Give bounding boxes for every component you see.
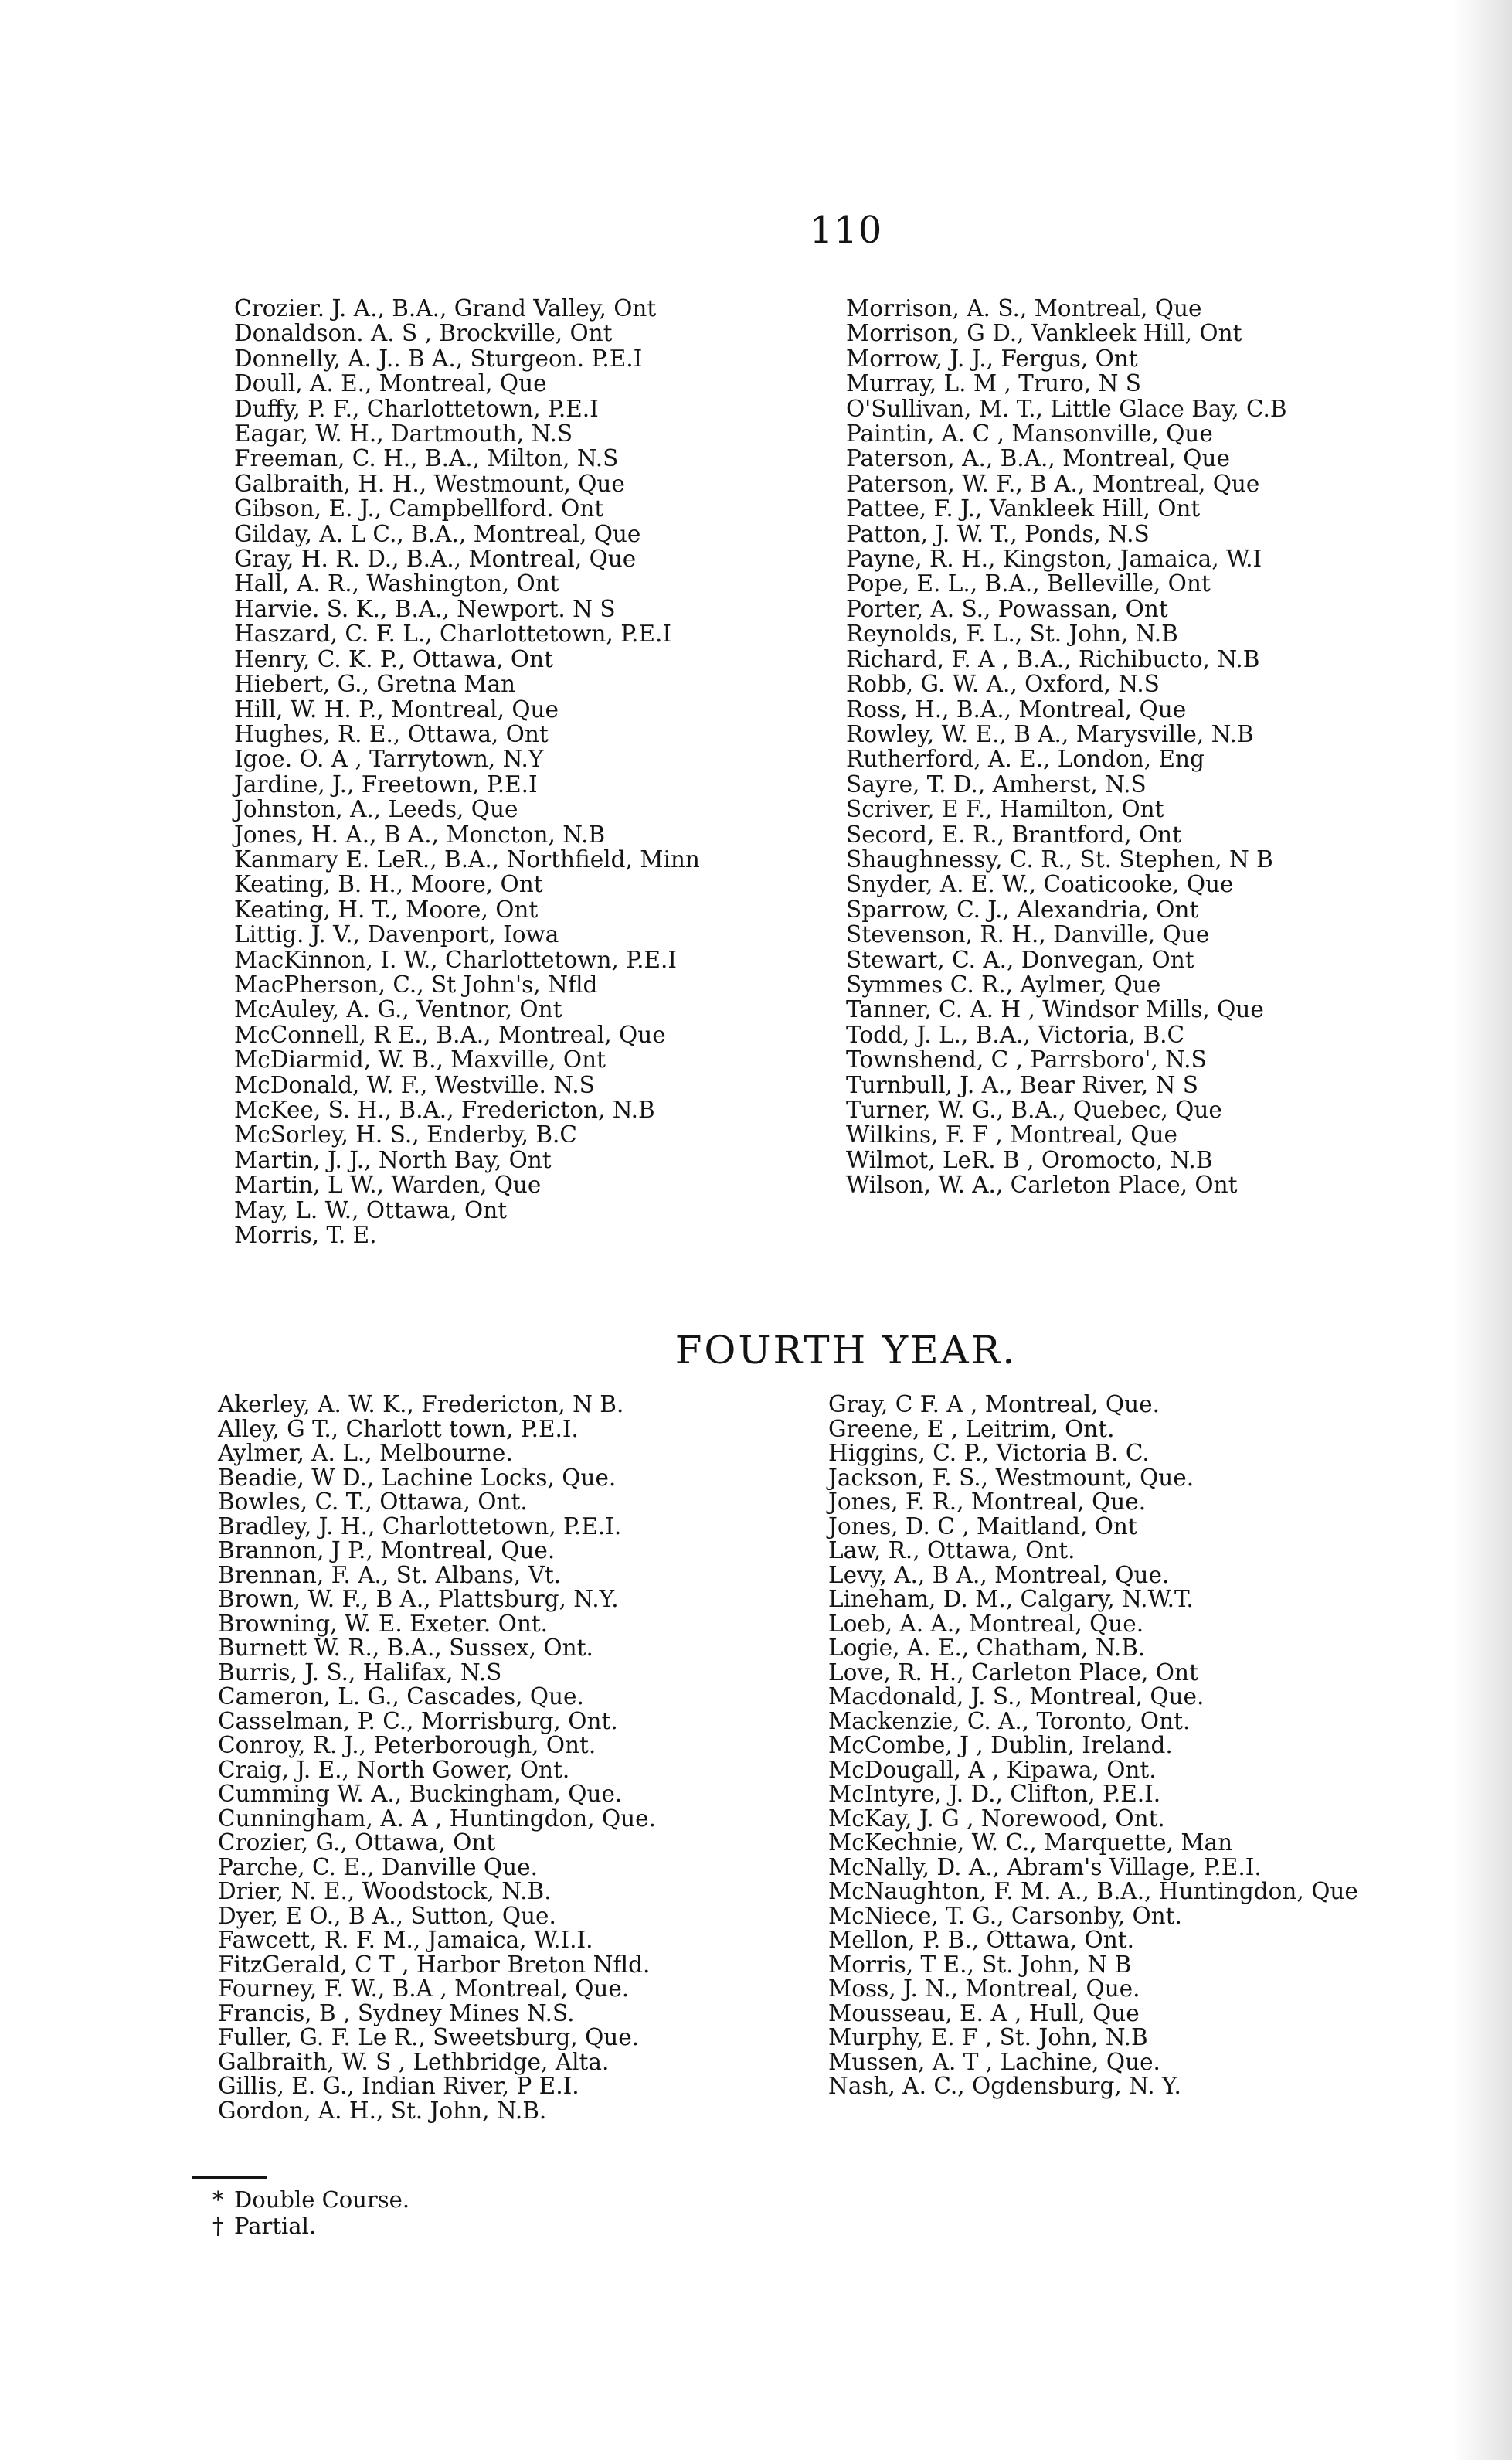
list-entry: Martin, J. J., North Bay, Ont xyxy=(234,1146,552,1173)
list-entry: Eagar, W. H., Dartmouth, N.S xyxy=(234,420,573,447)
list-entry: Gilday, A. L C., B.A., Montreal, Que xyxy=(234,520,641,547)
list-entry: McNaughton, F. M. A., B.A., Huntingdon, Que xyxy=(828,1878,1358,1904)
list-entry: Aylmer, A. L., Melbourne. xyxy=(218,1440,513,1466)
list-entry: Conroy, R. J., Peterborough, Ont. xyxy=(218,1732,596,1758)
list-entry: Jardine, J., Freetown, P.E.I xyxy=(234,771,538,798)
list-entry: McDonald, W. F., Westville. N.S xyxy=(234,1071,595,1098)
list-entry: Patton, J. W. T., Ponds, N.S xyxy=(846,520,1150,547)
list-entry: Brennan, F. A., St. Albans, Vt. xyxy=(218,1561,562,1588)
list-entry: Moss, J. N., Montreal, Que. xyxy=(828,1975,1140,2002)
list-entry: Cumming W. A., Buckingham, Que. xyxy=(218,1781,623,1807)
list-entry: Townshend, C , Parrsboro', N.S xyxy=(846,1046,1207,1073)
list-entry: McNiece, T. G., Carsonby, Ont. xyxy=(828,1902,1182,1929)
list-entry: Hughes, R. E., Ottawa, Ont xyxy=(234,720,549,747)
list-entry: Scriver, E F., Hamilton, Ont xyxy=(846,796,1164,823)
list-entry: Lineham, D. M., Calgary, N.W.T. xyxy=(828,1586,1194,1612)
list-entry: Dyer, E O., B A., Sutton, Que. xyxy=(218,1902,556,1929)
list-entry: Bradley, J. H., Charlottetown, P.E.I. xyxy=(218,1512,622,1540)
list-entry: Jackson, F. S., Westmount, Que. xyxy=(828,1464,1194,1491)
list-entry: McAuley, A. G., Ventnor, Ont xyxy=(234,996,562,1023)
list-entry: Mousseau, E. A , Hull, Que xyxy=(828,1999,1140,2026)
list-entry: Gray, C F. A , Montreal, Que. xyxy=(828,1391,1160,1417)
footnote-rule xyxy=(192,2176,267,2179)
list-entry: Wilmot, LeR. B , Oromocto, N.B xyxy=(846,1146,1213,1173)
list-entry: McCombe, J , Dublin, Ireland. xyxy=(828,1732,1173,1758)
page-edge-shadow xyxy=(1452,0,1512,2460)
list-entry: Shaughnessy, C. R., St. Stephen, N B xyxy=(846,846,1273,873)
list-entry: Casselman, P. C., Morrisburg, Ont. xyxy=(218,1707,618,1734)
list-entry: Keating, H. T., Moore, Ont xyxy=(234,896,539,923)
list-entry: Rutherford, A. E., London, Eng xyxy=(846,746,1205,773)
list-entry: Kanmary E. LeR., B.A., Northfield, Minn xyxy=(234,846,700,873)
list-entry: Beadie, W D., Lachine Locks, Que. xyxy=(218,1464,617,1491)
list-entry: Jones, F. R., Montreal, Que. xyxy=(828,1489,1147,1515)
list-entry: Logie, A. E., Chatham, N.B. xyxy=(828,1635,1146,1661)
footnote-mark: * xyxy=(212,2186,224,2213)
list-entry: Donaldson. A. S , Brockville, Ont xyxy=(234,320,613,347)
list-entry: Alley, G T., Charlott town, P.E.I. xyxy=(218,1415,579,1442)
list-entry: Porter, A. S., Powassan, Ont xyxy=(846,595,1168,622)
list-entry: Sayre, T. D., Amherst, N.S xyxy=(846,771,1147,798)
list-entry: Paterson, W. F., B A., Montreal, Que xyxy=(846,470,1260,497)
list-entry: Galbraith, H. H., Westmount, Que xyxy=(234,470,625,497)
list-entry: Loeb, A. A., Montreal, Que. xyxy=(828,1610,1144,1637)
list-entry: Murphy, E. F , St. John, N.B xyxy=(828,2024,1148,2050)
list-entry: Doull, A. E., Montreal, Que xyxy=(234,370,547,397)
list-entry: Browning, W. E. Exeter. Ont. xyxy=(218,1610,549,1637)
list-entry: Mussen, A. T , Lachine, Que. xyxy=(828,2048,1160,2075)
list-entry: Morrison, G D., Vankleek Hill, Ont xyxy=(846,320,1242,347)
fourth-year-left-column xyxy=(218,1393,656,2123)
list-entry: Parche, C. E., Danville Que. xyxy=(218,1853,538,1880)
list-entry: Tanner, C. A. H , Windsor Mills, Que xyxy=(846,996,1264,1023)
list-entry: Bowles, C. T., Ottawa, Ont. xyxy=(218,1489,528,1515)
list-entry: May, L. W., Ottawa, Ont xyxy=(234,1196,508,1223)
list-entry: Fourney, F. W., B.A , Montreal, Que. xyxy=(218,1975,630,2002)
list-entry: MacKinnon, I. W., Charlottetown, P.E.I xyxy=(234,946,678,973)
list-entry: Drier, N. E., Woodstock, N.B. xyxy=(218,1878,552,1904)
footnote-text: Double Course. xyxy=(234,2186,410,2213)
list-entry: Haszard, C. F. L., Charlottetown, P.E.I xyxy=(234,621,672,648)
list-entry: Johnston, A., Leeds, Que xyxy=(234,796,518,823)
list-entry: Stevenson, R. H., Danville, Que xyxy=(846,921,1210,948)
list-entry: Hill, W. H. P., Montreal, Que xyxy=(234,696,559,723)
upper-left-column xyxy=(234,296,700,1247)
list-entry: Cameron, L. G., Cascades, Que. xyxy=(218,1683,584,1710)
footnote-text: Partial. xyxy=(234,2213,317,2239)
list-entry: Henry, C. K. P., Ottawa, Ont xyxy=(234,645,553,672)
list-entry: Ross, H., B.A., Montreal, Que xyxy=(846,696,1187,723)
list-entry: Snyder, A. E. W., Coaticooke, Que xyxy=(846,871,1234,898)
list-entry: Gibson, E. J., Campbellford. Ont xyxy=(234,495,604,522)
list-entry: McKee, S. H., B.A., Fredericton, N.B xyxy=(234,1097,655,1123)
list-entry: Macdonald, J. S., Montreal, Que. xyxy=(828,1683,1205,1710)
list-entry: Turnbull, J. A., Bear River, N S xyxy=(846,1071,1198,1098)
list-entry: Craig, J. E., North Gower, Ont. xyxy=(218,1756,570,1783)
list-entry: Harvie. S. K., B.A., Newport. N S xyxy=(234,595,616,622)
list-entry: Igoe. O. A , Tarrytown, N.Y xyxy=(234,746,544,773)
list-entry: Greene, E , Leitrim, Ont. xyxy=(828,1415,1115,1442)
list-entry: Wilkins, F. F , Montreal, Que xyxy=(846,1121,1177,1148)
list-entry: Higgins, C. P., Victoria B. C. xyxy=(828,1440,1150,1466)
upper-right-column xyxy=(846,296,1287,1198)
list-entry: MacPherson, C., St John's, Nfld xyxy=(234,971,598,998)
list-entry: Pattee, F. J., Vankleek Hill, Ont xyxy=(846,495,1201,522)
list-entry: Duffy, P. F., Charlottetown, P.E.I xyxy=(234,395,599,422)
list-entry: Reynolds, F. L., St. John, N.B xyxy=(846,621,1178,648)
list-entry: Burnett W. R., B.A., Sussex, Ont. xyxy=(218,1635,593,1661)
list-entry: Rowley, W. E., B A., Marysville, N.B xyxy=(846,720,1254,747)
list-entry: McSorley, H. S., Enderby, B.C xyxy=(234,1121,577,1148)
list-entry: Secord, E. R., Brantford, Ont xyxy=(846,821,1182,848)
page-number: 110 xyxy=(809,209,883,252)
footnote-mark: † xyxy=(212,2213,224,2239)
list-entry: Love, R. H., Carleton Place, Ont xyxy=(828,1659,1198,1686)
list-entry: McConnell, R E., B.A., Montreal, Que xyxy=(234,1021,666,1048)
list-entry: Robb, G. W. A., Oxford, N.S xyxy=(846,671,1160,698)
list-entry: Stewart, C. A., Donvegan, Ont xyxy=(846,946,1194,973)
list-entry: Levy, A., B A., Montreal, Que. xyxy=(828,1561,1170,1588)
list-entry: Crozier, G., Ottawa, Ont xyxy=(218,1829,496,1856)
list-entry: Littig. J. V., Davenport, Iowa xyxy=(234,921,559,948)
list-entry: Morrison, A. S., Montreal, Que xyxy=(846,295,1202,322)
list-entry: Fuller, G. F. Le R., Sweetsburg, Que. xyxy=(218,2024,640,2050)
footnote xyxy=(212,2213,409,2239)
list-entry: Hiebert, G., Gretna Man xyxy=(234,671,516,698)
list-entry: Morris, T. E. xyxy=(234,1222,377,1249)
list-entry: Crozier. J. A., B.A., Grand Valley, Ont xyxy=(234,295,657,322)
list-entry: Mackenzie, C. A., Toronto, Ont. xyxy=(828,1707,1191,1734)
list-entry: Akerley, A. W. K., Fredericton, N B. xyxy=(218,1391,624,1417)
list-entry: Gordon, A. H., St. John, N.B. xyxy=(218,2097,547,2124)
list-entry: McIntyre, J. D., Clifton, P.E.I. xyxy=(828,1781,1161,1807)
list-entry: Nash, A. C., Ogdensburg, N. Y. xyxy=(828,2073,1181,2099)
list-entry: Galbraith, W. S , Lethbridge, Alta. xyxy=(218,2048,610,2075)
list-entry: Paterson, A., B.A., Montreal, Que xyxy=(846,445,1230,472)
list-entry: Keating, B. H., Moore, Ont xyxy=(234,871,543,898)
list-entry: McDiarmid, W. B., Maxville, Ont xyxy=(234,1046,606,1073)
list-entry: Richard, F. A , B.A., Richibucto, N.B xyxy=(846,645,1260,672)
list-entry: McDougall, A , Kipawa, Ont. xyxy=(828,1756,1157,1783)
list-entry: Martin, L W., Warden, Que xyxy=(234,1172,542,1199)
list-entry: Burris, J. S., Halifax, N.S xyxy=(218,1659,502,1686)
list-entry: Jones, D. C , Maitland, Ont xyxy=(828,1512,1137,1540)
list-entry: Law, R., Ottawa, Ont. xyxy=(828,1537,1075,1563)
list-entry: McKay, J. G , Norewood, Ont. xyxy=(828,1805,1165,1832)
fourth-year-right-column xyxy=(828,1393,1358,2099)
list-entry: FitzGerald, C T , Harbor Breton Nfld. xyxy=(218,1951,651,1978)
list-entry: Paintin, A. C , Mansonville, Que xyxy=(846,420,1213,447)
list-entry: O'Sullivan, M. T., Little Glace Bay, C.B xyxy=(846,395,1287,422)
list-entry: Morrow, J. J., Fergus, Ont xyxy=(846,345,1138,372)
list-entry: Mellon, P. B., Ottawa, Ont. xyxy=(828,1927,1134,1953)
list-entry: Turner, W. G., B.A., Quebec, Que xyxy=(846,1097,1222,1123)
list-entry: Brannon, J P., Montreal, Que. xyxy=(218,1537,556,1563)
list-entry: Murray, L. M , Truro, N S xyxy=(846,370,1141,397)
footnotes xyxy=(212,2186,409,2239)
list-entry: Pope, E. L., B.A., Belleville, Ont xyxy=(846,570,1211,597)
list-entry: Gray, H. R. D., B.A., Montreal, Que xyxy=(234,546,637,573)
list-entry: Payne, R. H., Kingston, Jamaica, W.I xyxy=(846,546,1262,573)
list-entry: Wilson, W. A., Carleton Place, Ont xyxy=(846,1172,1238,1199)
list-entry: Fawcett, R. F. M., Jamaica, W.I.I. xyxy=(218,1927,593,1953)
list-entry: Symmes C. R., Aylmer, Que xyxy=(846,971,1161,998)
list-entry: Jones, H. A., B A., Moncton, N.B xyxy=(234,821,606,848)
list-entry: McNally, D. A., Abram's Village, P.E.I. xyxy=(828,1853,1262,1880)
list-entry: McKechnie, W. C., Marquette, Man xyxy=(828,1829,1233,1856)
list-entry: Morris, T E., St. John, N B xyxy=(828,1951,1132,1978)
list-entry: Gillis, E. G., Indian River, P E.I. xyxy=(218,2073,579,2099)
list-entry: Sparrow, C. J., Alexandria, Ont xyxy=(846,896,1199,923)
list-entry: Todd, J. L., B.A., Victoria, B.C xyxy=(846,1021,1185,1048)
footnote xyxy=(212,2186,409,2213)
list-entry: Freeman, C. H., B.A., Milton, N.S xyxy=(234,445,619,472)
list-entry: Brown, W. F., B A., Plattsburg, N.Y. xyxy=(218,1586,619,1612)
section-heading: FOURTH YEAR. xyxy=(674,1328,1018,1373)
list-entry: Francis, B , Sydney Mines N.S. xyxy=(218,1999,575,2026)
list-entry: Donnelly, A. J.. B A., Sturgeon. P.E.I xyxy=(234,345,643,372)
list-entry: Hall, A. R., Washington, Ont xyxy=(234,570,559,597)
list-entry: Cunningham, A. A , Huntingdon, Que. xyxy=(218,1805,657,1832)
